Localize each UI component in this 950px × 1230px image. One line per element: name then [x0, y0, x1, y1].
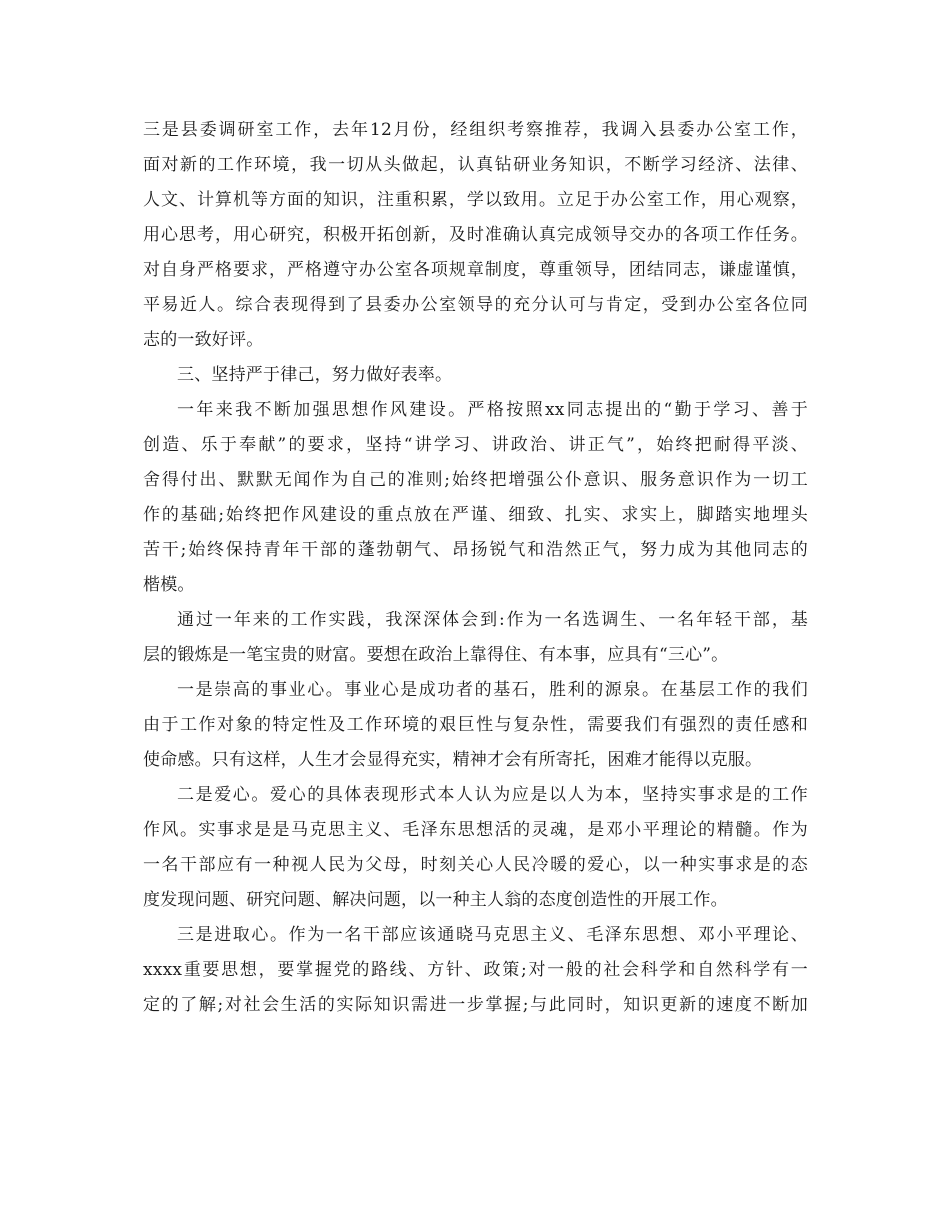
paragraph [143, 673, 808, 778]
text-line: 三是县委调研室工作，去年12月份，经组织考察推荐，我调入县委办公室工作， [143, 120, 808, 140]
paragraph [143, 113, 808, 358]
paragraph [143, 603, 808, 673]
text-line: 层的锻炼是一笔宝贵的财富。要想在政治上靠得住、有本事，应具有“三心”。 [143, 645, 729, 665]
text-line: 一名干部应有一种视人民为父母，时刻关心人民冷暖的爱心，以一种实事求是的态 [143, 855, 808, 875]
text-line: 志的一致好评。 [143, 330, 264, 350]
text-line: 度发现问题、研究问题、解决问题，以一种主人翁的态度创造性的开展工作。 [143, 890, 728, 910]
section-heading [143, 358, 808, 393]
text-line: 通过一年来的工作实践，我深深体会到:作为一名选调生、一名年轻干部，基 [177, 610, 808, 630]
text-line: 楷模。 [143, 575, 195, 595]
document-body [143, 113, 808, 1023]
text-line: 三、坚持严于律己，努力做好表率。 [177, 365, 453, 385]
text-line: 一年来我不断加强思想作风建设。严格按照xx同志提出的“勤于学习、善于 [177, 400, 808, 420]
paragraph [143, 393, 808, 603]
text-line: 平易近人。综合表现得到了县委办公室领导的充分认可与肯定，受到办公室各位同 [143, 295, 808, 315]
text-line: 用心思考，用心研究，积极开拓创新，及时准确认真完成领导交办的各项工作任务。 [143, 225, 808, 245]
text-line: 苦干;始终保持青年干部的蓬勃朝气、昂扬锐气和浩然正气，努力成为其他同志的 [143, 540, 808, 560]
text-line: 舍得付出、默默无闻作为自己的准则;始终把增强公仆意识、服务意识作为一切工 [143, 470, 808, 490]
paragraph [143, 778, 808, 918]
text-line: 对自身严格要求，严格遵守办公室各项规章制度，尊重领导，团结同志，谦虚谨慎， [143, 260, 808, 280]
text-line: 三是进取心。作为一名干部应该通晓马克思主义、毛泽东思想、邓小平理论、 [177, 925, 808, 945]
text-line: 使命感。只有这样，人生才会显得充实，精神才会有所寄托，困难才能得以克服。 [143, 750, 763, 770]
text-line: 定的了解;对社会生活的实际知识需进一步掌握;与此同时，知识更新的速度不断加 [143, 995, 808, 1015]
text-line: 人文、计算机等方面的知识，注重积累，学以致用。立足于办公室工作，用心观察， [143, 190, 808, 210]
text-line: 作风。实事求是是马克思主义、毛泽东思想活的灵魂，是邓小平理论的精髓。作为 [143, 820, 808, 840]
text-line: 作的基础;始终把作风建设的重点放在严谨、细致、扎实、求实上，脚踏实地埋头 [143, 505, 808, 525]
text-line: 由于工作对象的特定性及工作环境的艰巨性与复杂性，需要我们有强烈的责任感和 [143, 715, 808, 735]
text-line: 创造、乐于奉献”的要求，坚持“讲学习、讲政治、讲正气”，始终把耐得平淡、 [143, 435, 808, 455]
paragraph [143, 918, 808, 1023]
text-line: 面对新的工作环境，我一切从头做起，认真钻研业务知识，不断学习经济、法律、 [143, 155, 808, 175]
text-line: xxxx重要思想，要掌握党的路线、方针、政策;对一般的社会科学和自然科学有一 [143, 960, 808, 980]
text-line: 一是崇高的事业心。事业心是成功者的基石，胜利的源泉。在基层工作的我们 [177, 680, 808, 700]
text-line: 二是爱心。爱心的具体表现形式本人认为应是以人为本，坚持实事求是的工作 [177, 785, 808, 805]
